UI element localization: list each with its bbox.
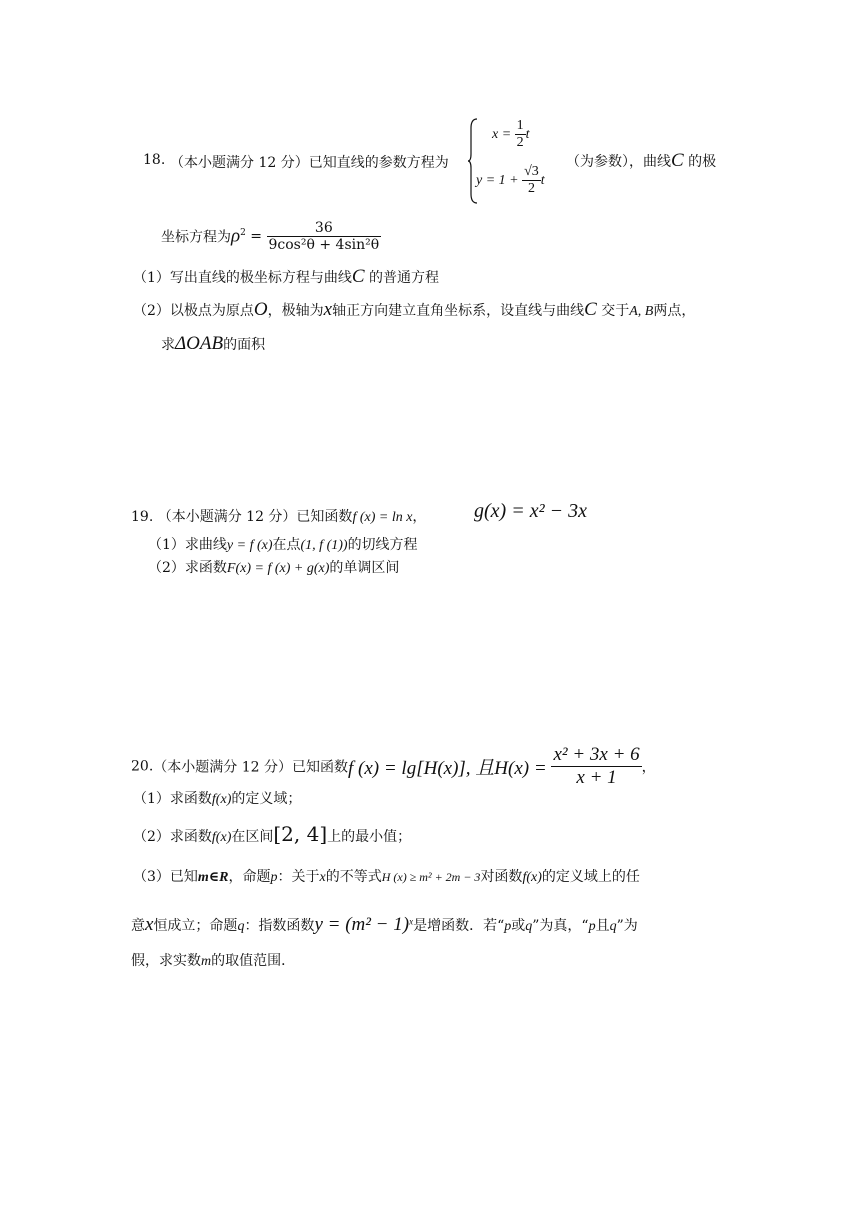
q20-part3-text-h: 意 [131, 918, 145, 934]
q18-system-brace [468, 118, 476, 202]
q20-function: f (x) = lg[H(x)], 且H(x) = [347, 757, 552, 779]
q20-part3-text-e: 对函数 [480, 869, 523, 885]
q18-system-x [492, 118, 530, 151]
q18-part2-text-g: 的面积 [223, 337, 266, 353]
q18-system-y [476, 164, 545, 197]
q20-part3-text-i: 恒成立；命题 [153, 918, 238, 934]
q18-part2-text-f: 求 [161, 337, 175, 353]
q18-part2-origin: O [253, 299, 268, 320]
q19-part1 [148, 534, 418, 554]
q20-frac-numerator: x² + 3x + 6 [553, 744, 640, 765]
q20-part3-text-l: 或 [511, 918, 526, 934]
q20-intro: （本小题满分 12 分）已知函数 [153, 759, 348, 776]
q20-part3 [133, 866, 640, 886]
q20-part3-text-g: 的定义域上的任 [541, 869, 640, 885]
q18-part2 [133, 299, 695, 321]
q20-part3-exp-sup: x [409, 916, 414, 927]
q18-system-y-t: t [540, 172, 545, 188]
q18-part2-text-b: ，极轴为 [267, 303, 324, 319]
q18-system-y-den: 2 [522, 180, 541, 197]
q18-triangle: ΔOAB [175, 333, 224, 354]
q18-system-y-num: √3 [524, 164, 539, 179]
q20-part3-text-p: 假，求实数 [131, 953, 201, 969]
q19-part1-text-b: 在点 [272, 537, 301, 553]
q20-part1-text-b: 的定义域； [231, 791, 302, 807]
q20-part3-text-q: 的取值范围． [211, 953, 296, 969]
q20-part3-text-m: ”为真，“ [532, 918, 589, 934]
q20-part3-p2: p [588, 919, 596, 934]
q18-part2-cont [161, 333, 265, 355]
q20-frac-denominator: x + 1 [551, 766, 641, 789]
q20-part3-inequality: H (x) ≥ m² + 2m − 3 [381, 870, 481, 884]
q18-part1-text-b: 的普通方程 [364, 270, 440, 286]
q19-part1-point: (1, f (1)) [300, 538, 348, 553]
q18-part2-text-d: 交于 [596, 303, 630, 319]
q18-intro: （本小题满分 12 分）已知直线的参数方程为 [170, 155, 449, 171]
q18-part2-ab: A, B [629, 304, 654, 319]
q19-intro: （本小题满分 12 分）已知函数 [157, 509, 353, 525]
q20-part3-q2: q [609, 919, 617, 934]
q20-part3-text-n: 且 [595, 918, 610, 934]
q18-polar-label: 坐标方程为 [161, 229, 231, 246]
q18-frac-numerator: 36 [314, 220, 333, 236]
q20-part2-function: f(x) [211, 830, 232, 845]
q19-part1-curve: y = f (x) [226, 538, 273, 553]
q19-part2-text-a: （2）求函数 [148, 560, 227, 576]
q20-part2-text-c: 上的最小值； [327, 829, 412, 845]
q18-frac-denominator: 9cos²θ + 4sin²θ [268, 237, 380, 254]
q18-system-y-lhs: y = 1 + [476, 172, 523, 188]
q20-part3-m-in-r: m∈R [197, 870, 229, 885]
q18-number: 18. [143, 152, 166, 168]
q20-part3-text-d: 的不等式 [325, 869, 382, 885]
q18-part1-curve: C [351, 266, 365, 287]
q18-part2-x: x [323, 299, 333, 320]
q20-part1-text-a: （1）求函数 [133, 791, 212, 807]
q19-line [131, 506, 426, 526]
q20-part3-q: q [237, 919, 245, 934]
q19-part1-text-c: 的切线方程 [347, 537, 418, 553]
q20-part3-p1: p [504, 919, 512, 934]
q20-part2-interval: [2, 4] [273, 822, 328, 846]
q19-part2 [148, 557, 399, 577]
q20-part3-x: x [319, 870, 326, 885]
q19-part1-text-a: （1）求曲线 [148, 537, 227, 553]
q18-system-x-lhs: x = [492, 126, 515, 142]
q19-part2-function: F(x) = f (x) + g(x) [226, 561, 330, 576]
q20-comma: ， [641, 759, 656, 776]
q18-polar-line [161, 220, 381, 253]
q18-part1-text-a: （1）写出直线的极坐标方程与曲线 [133, 270, 352, 286]
q18-part2-text-c: 轴正方向建立直角坐标系，设直线与曲线 [332, 303, 585, 319]
q20-part1-function: f(x) [211, 792, 232, 807]
q18-rho: ρ [231, 225, 241, 247]
q19-part2-text-b: 的单调区间 [329, 560, 400, 576]
q20-part3-line2 [131, 914, 638, 936]
q19-function-g: g(x) = x² − 3x [474, 500, 587, 522]
q18-system-x-t: t [525, 126, 530, 142]
q18-part1 [133, 266, 439, 288]
q18-part2-text-a: （2）以极点为原点 [133, 303, 254, 319]
q20-part3-text-b: ，命题 [228, 869, 271, 885]
q20-part3-q1: q [525, 919, 533, 934]
q18-after-system-text: （为参数），曲线 [566, 154, 671, 170]
q20-line [131, 744, 656, 789]
q18-equals: = [245, 228, 267, 245]
q20-part2-text-a: （2）求函数 [133, 829, 212, 845]
q18-system-x-num: 1 [516, 118, 524, 133]
q19-function-f: f (x) = ln x [352, 510, 413, 525]
q20-part3-text-o: ”为 [616, 918, 638, 934]
q20-part3-text-a: （3）已知 [133, 869, 198, 885]
q20-part3-p: p [270, 870, 278, 885]
q20-part1 [133, 788, 301, 808]
q18-curve-c: C [671, 150, 684, 171]
q20-part3-x2: x [145, 914, 154, 935]
q20-part3-text-k: 是增函数．若“ [413, 918, 505, 934]
q18-after-system [566, 150, 716, 172]
q19-comma: ， [412, 509, 427, 525]
q19-number: 19. [131, 509, 154, 525]
q20-part3-line3 [131, 950, 295, 970]
q20-part3-text-j: ：指数函数 [244, 918, 315, 934]
q20-part2-text-b: 在区间 [231, 829, 274, 845]
q20-number: 20. [131, 758, 154, 775]
q18-part2-curve: C [584, 299, 597, 320]
q20-part2 [133, 822, 411, 846]
q20-part3-m: m [201, 954, 212, 969]
q18-part2-text-e: 两点， [653, 303, 696, 319]
q18-rho-sup: 2 [240, 227, 246, 238]
q20-part3-exp-function: y = (m² − 1) [314, 914, 410, 935]
q20-part3-text-c: ：关于 [277, 869, 320, 885]
q18-system-x-den: 2 [516, 135, 524, 151]
q18-after-curve-text: 的极 [683, 154, 717, 170]
q20-part3-function: f(x) [522, 870, 542, 885]
